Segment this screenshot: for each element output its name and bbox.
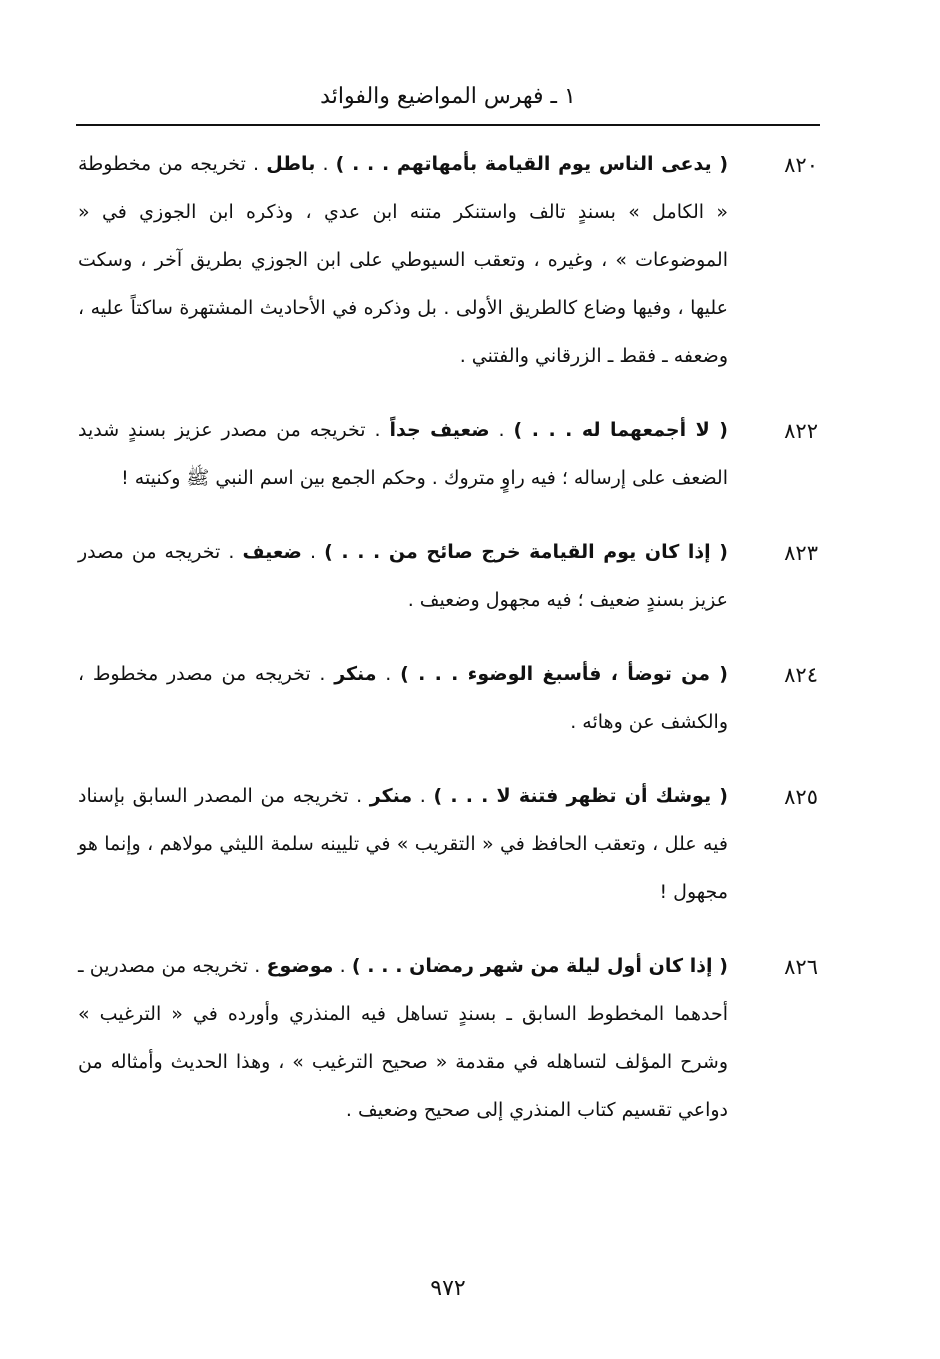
index-entry bbox=[78, 942, 818, 1134]
entry-commentary: . تخريجه من مخطوطة « الكامل » بسندٍ تالف واستنكر متنه ابن عدي ، وذكره ابن الجوزي في « الموضوعات » ، وغيره ، وتعقب السيوطي على ابن الجوزي بطريق آخر ، وسكت عليها ، وفيها وضاع كالطريق الأولى . بل وذكره في الأحاديث المشتهرة ساكتاً عليه ، وضعفه ـ فقط ـ الزرقاني والفتني . bbox=[78, 153, 728, 367]
entry-text bbox=[78, 528, 728, 624]
page-number: ٩٧٢ bbox=[430, 1276, 466, 1301]
entry-number: ٨٢٢ bbox=[784, 419, 818, 443]
index-entry bbox=[78, 528, 818, 624]
entry-separator: . bbox=[301, 541, 325, 563]
index-entry bbox=[78, 406, 818, 502]
entry-number: ٨٢٣ bbox=[784, 541, 818, 565]
entry-separator: . bbox=[376, 663, 401, 685]
entry-text bbox=[78, 406, 728, 502]
entry-separator: . bbox=[333, 955, 352, 977]
entry-commentary: . تخريجه من مصدر عزيز بسندٍ شديد الضعف على إرساله ؛ فيه راوٍ متروك . وحكم الجمع بين اسم النبي ﷺ وكنيته ! bbox=[78, 419, 728, 489]
entry-number: ٨٢٥ bbox=[784, 785, 818, 809]
header-rule bbox=[76, 124, 820, 126]
hadith-incipit: ( يدعى الناس يوم القيامة بأمهاتهم . . . ) bbox=[335, 153, 729, 175]
index-entries bbox=[78, 140, 818, 1160]
hadith-grade: ضعيف جداً bbox=[389, 419, 490, 441]
entry-commentary: . تخريجه من مصدر عزيز بسندٍ ضعيف ؛ فيه مجهول وضعيف . bbox=[78, 541, 728, 611]
hadith-grade: منكر bbox=[334, 663, 377, 685]
hadith-incipit: ( من توضأ ، فأسبغ الوضوء . . . ) bbox=[400, 663, 728, 685]
index-entry bbox=[78, 140, 818, 380]
entry-number: ٨٢٠ bbox=[784, 153, 818, 177]
entry-text bbox=[78, 650, 728, 746]
hadith-grade: موضوع bbox=[266, 955, 334, 977]
entry-number: ٨٢٦ bbox=[784, 955, 818, 979]
entry-text bbox=[78, 140, 728, 380]
entry-text bbox=[78, 772, 728, 916]
entry-text bbox=[78, 942, 728, 1134]
entry-commentary: . تخريجه من مصدر مخطوط ، والكشف عن وهائه . bbox=[78, 663, 728, 733]
hadith-grade: باطل bbox=[266, 153, 316, 175]
hadith-grade: ضعيف bbox=[242, 541, 302, 563]
entry-separator: . bbox=[489, 419, 514, 441]
hadith-grade: منكر bbox=[369, 785, 413, 807]
running-head: ١ ـ فهرس المواضيع والفوائد bbox=[320, 84, 576, 109]
entry-separator: . bbox=[315, 153, 336, 175]
entry-commentary: . تخريجه من مصدرين ـ أحدهما المخطوط السابق ـ بسندٍ تساهل فيه المنذري وأورده في « الترغيب » وشرح المؤلف لتساهله في مقدمة « صحيح الترغيب » ، وهذا الحديث وأمثاله من دواعي تقسيم كتاب المنذري إلى صحيح وضعيف . bbox=[78, 955, 728, 1121]
index-entry bbox=[78, 650, 818, 746]
index-entry bbox=[78, 772, 818, 916]
entry-number: ٨٢٤ bbox=[784, 663, 818, 687]
entry-separator: . bbox=[412, 785, 434, 807]
hadith-incipit: ( يوشك أن تظهر فتنة لا . . . ) bbox=[433, 785, 728, 807]
hadith-incipit: ( إذا كان يوم القيامة خرج صائح من . . . ) bbox=[324, 541, 728, 563]
entry-commentary: . تخريجه من المصدر السابق بإسناد فيه علل ، وتعقب الحافظ في « التقريب » في تليينه سلمة الليثي مولاهم ، وإنما هو مجهول ! bbox=[78, 785, 728, 903]
hadith-incipit: ( لا أجمعهما له . . . ) bbox=[513, 419, 728, 441]
hadith-incipit: ( إذا كان أول ليلة من شهر رمضان . . . ) bbox=[351, 955, 728, 977]
